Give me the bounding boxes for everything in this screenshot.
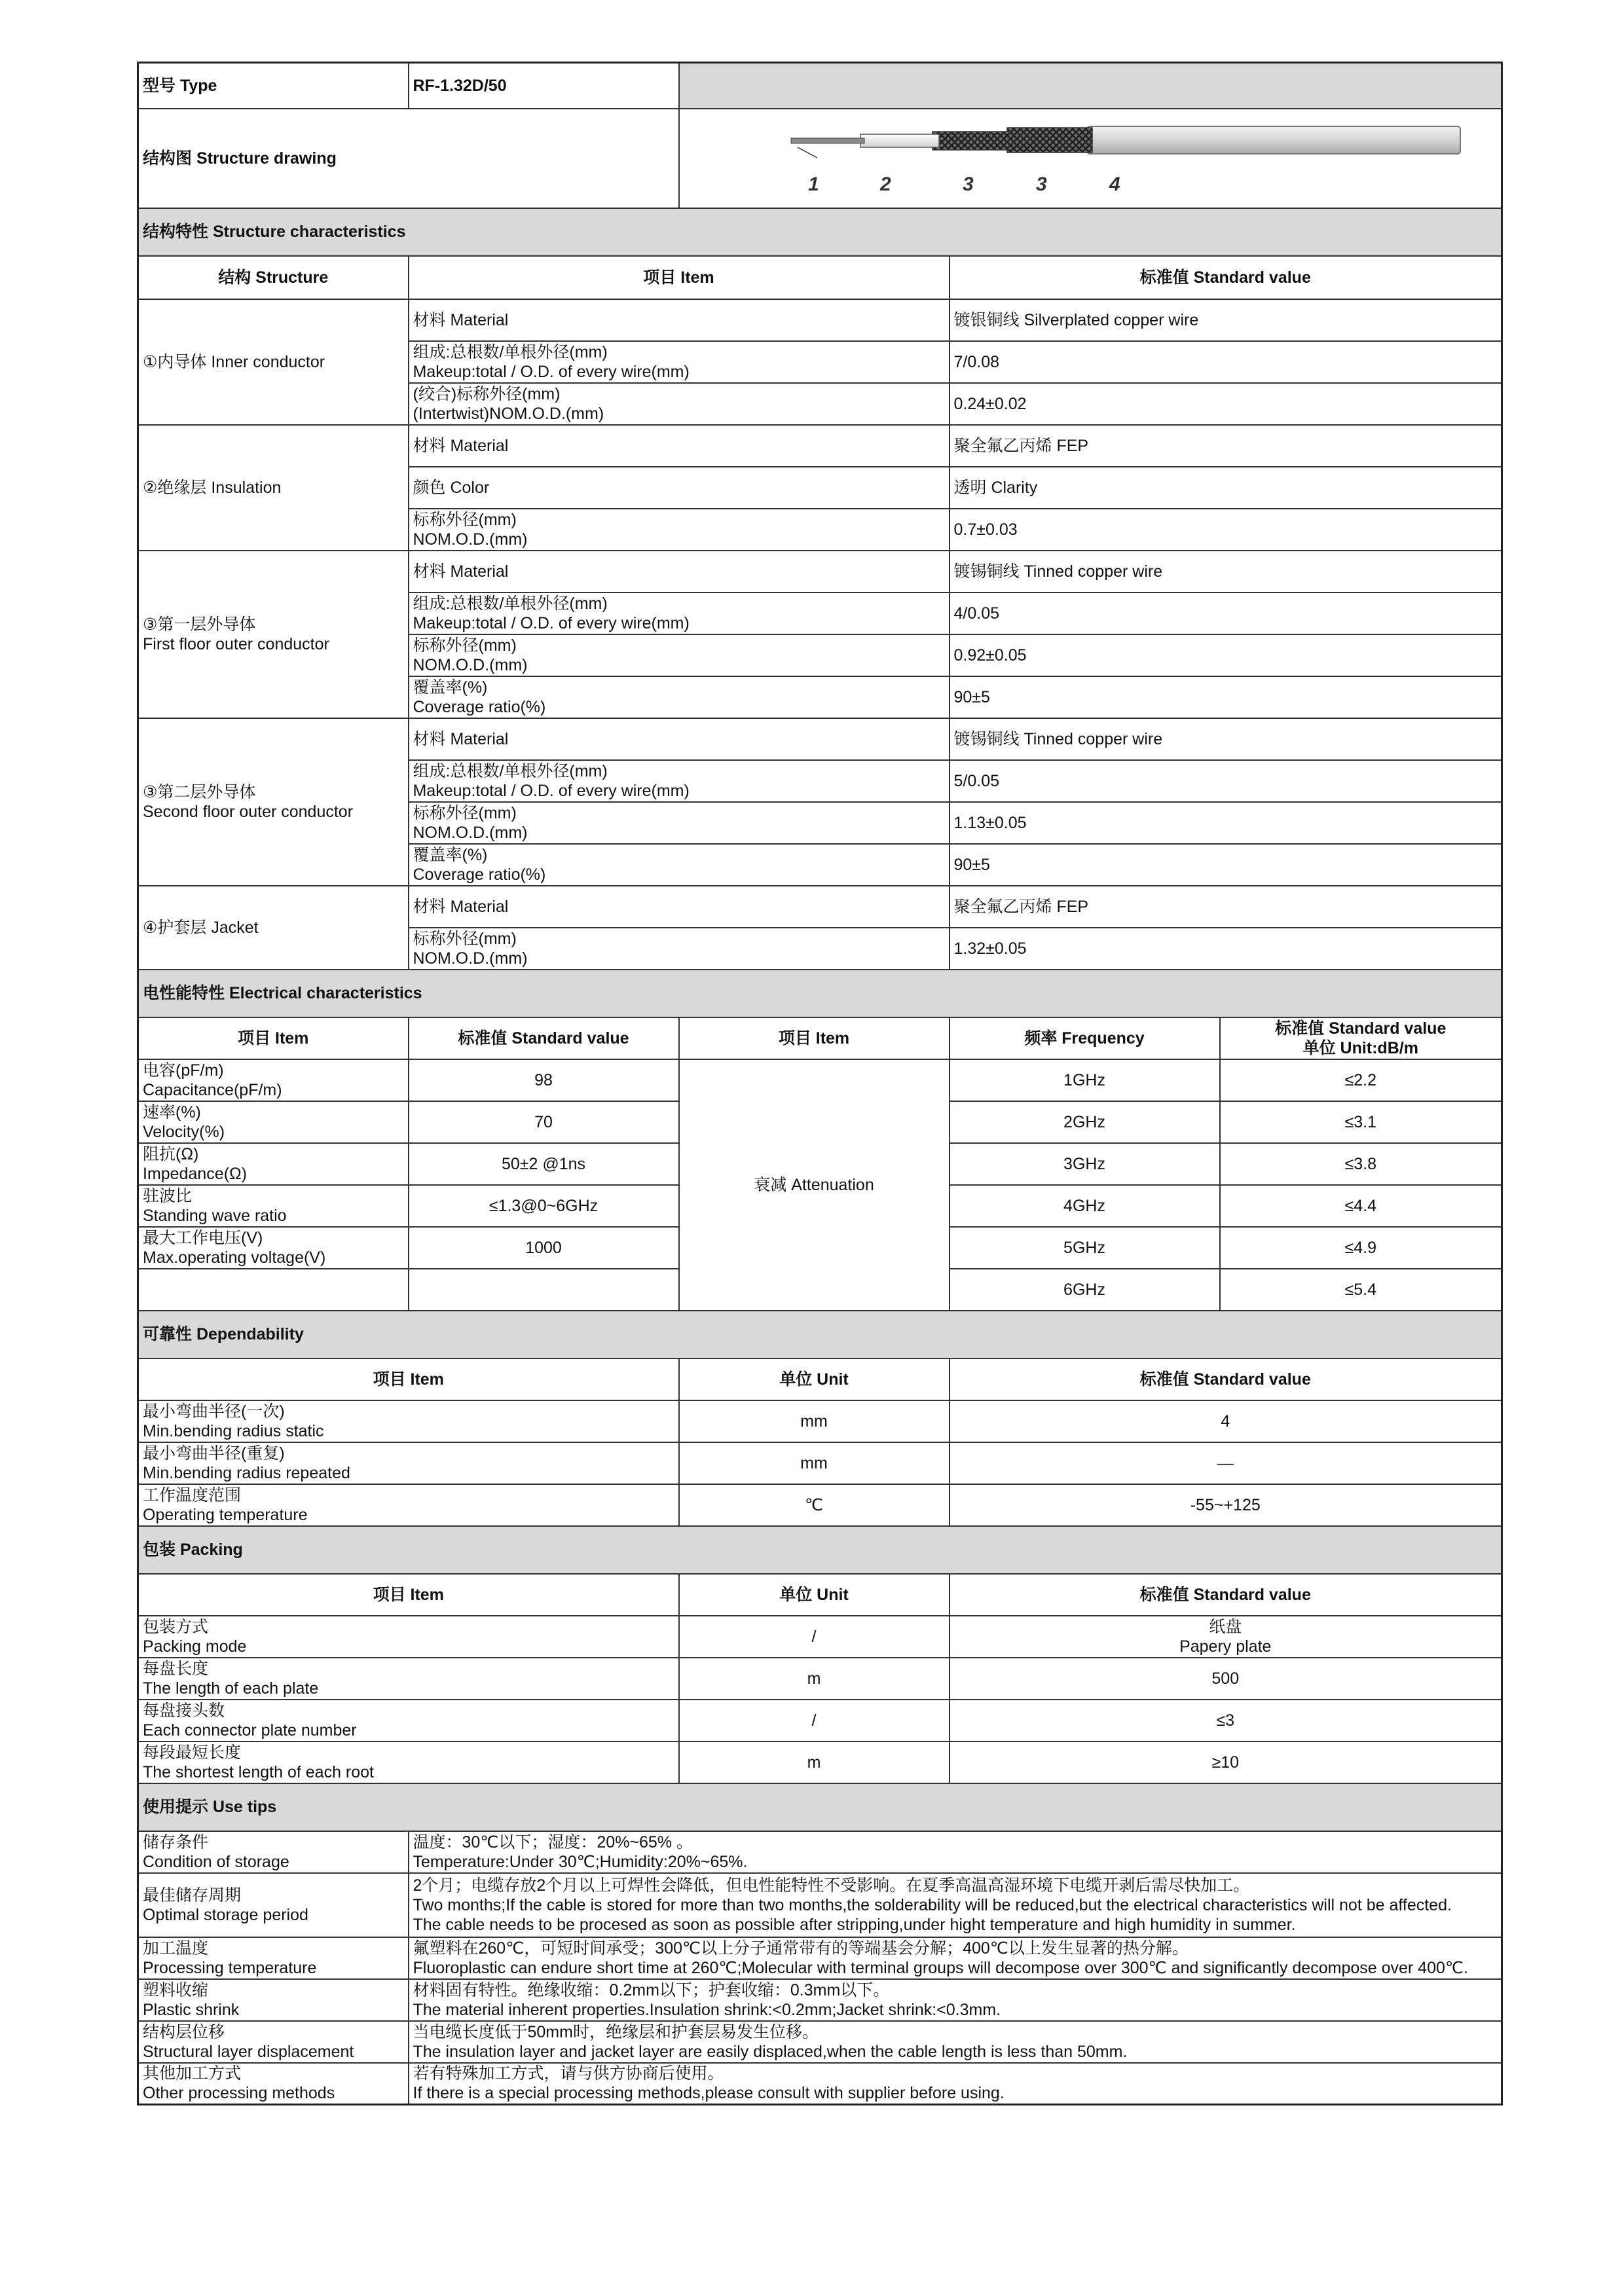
section-title-packing: 包装 Packing	[138, 1526, 1502, 1574]
structure-item	[409, 928, 950, 970]
header-item: 项目 Item	[138, 1017, 409, 1059]
cell-line: 最小弯曲半径(一次)	[143, 1402, 285, 1421]
cell-line: Other processing methods	[143, 2084, 335, 2103]
structure-item	[409, 341, 950, 383]
frequency-value: 6GHz	[950, 1269, 1220, 1311]
structure-value: 聚全氟乙丙烯 FEP	[950, 886, 1502, 928]
structure-drawing-label: 结构图 Structure drawing	[138, 109, 679, 208]
cell-line: First floor outer conductor	[143, 634, 329, 653]
structure-value: 0.24±0.02	[950, 383, 1502, 425]
cell-line: Makeup:total / O.D. of every wire(mm)	[413, 613, 690, 632]
table-row	[138, 1658, 1502, 1700]
use-tip-text	[409, 1937, 1502, 1979]
cell-line: 每盘长度	[143, 1659, 209, 1678]
table-row	[138, 551, 1502, 592]
frequency-value: 4GHz	[950, 1185, 1220, 1227]
table-row	[138, 1783, 1502, 1831]
structure-item: 材料 Material	[409, 551, 950, 592]
attenuation-label: 衰减 Attenuation	[679, 1059, 950, 1311]
cell-line: Fluoroplastic can endure short time at 260℃;Molecular with terminal groups will decompose over 300℃ and significantly decompose over 400℃.	[413, 1958, 1468, 1977]
cell-line: Temperature:Under 30℃;Humidity:20%~65%.	[413, 1852, 748, 1871]
dependability-unit: mm	[679, 1400, 950, 1442]
electrical-value	[409, 1269, 679, 1311]
electrical-item	[138, 1269, 409, 1311]
structure-group-name	[138, 718, 409, 886]
insulation-layer	[860, 134, 939, 147]
header-standard-unit	[1220, 1017, 1502, 1059]
cell-line: 最佳储存周期	[143, 1886, 242, 1904]
cell-line: Min.bending radius static	[143, 1421, 324, 1440]
header-standard-value: 标准值 Standard value	[950, 1574, 1502, 1616]
dependability-value: 4	[950, 1400, 1502, 1442]
cell-line: Coverage ratio(%)	[413, 865, 546, 884]
structure-value: 90±5	[950, 676, 1502, 718]
use-tip-item	[138, 1979, 409, 2021]
drawing-number-3: 3	[962, 173, 974, 195]
cell-line: 驻波比	[143, 1186, 193, 1205]
cell-line: 塑料收缩	[143, 1980, 209, 1999]
header-standard-value: 标准值 Standard value	[950, 256, 1502, 299]
structure-item	[409, 634, 950, 676]
table-row	[138, 886, 1502, 928]
electrical-item	[138, 1059, 409, 1101]
cell-line: The cable needs to be procesed as soon as possible after stripping,under hight temperature and high humidity in summer.	[413, 1915, 1296, 1934]
structure-value: 透明 Clarity	[950, 467, 1502, 509]
cell-line: 纸盘	[1209, 1617, 1242, 1636]
table-row	[138, 718, 1502, 760]
cell-line: 当电缆长度低于50mm时，绝缘层和护套层易发生位移。	[413, 2022, 819, 2041]
section-title-use-tips: 使用提示 Use tips	[138, 1783, 1502, 1831]
structure-item: 颜色 Color	[409, 467, 950, 509]
cable-drawing	[680, 109, 1502, 203]
cell-line: Min.bending radius repeated	[143, 1463, 350, 1482]
table-row	[138, 1442, 1502, 1484]
structure-item	[409, 592, 950, 634]
header-structure: 结构 Structure	[138, 256, 409, 299]
cell-line: Impedance(Ω)	[143, 1164, 248, 1183]
cell-line: Standing wave ratio	[143, 1206, 287, 1225]
cell-line: NOM.O.D.(mm)	[413, 530, 528, 549]
table-row	[138, 256, 1502, 299]
table-row	[138, 1700, 1502, 1741]
cell-line: Packing mode	[143, 1637, 247, 1656]
table-row	[138, 1937, 1502, 1979]
frequency-value: 3GHz	[950, 1143, 1220, 1185]
header-unit: 单位 Unit	[679, 1358, 950, 1400]
table-row	[138, 208, 1502, 256]
cell-line: 材料固有特性。绝缘收缩：0.2mm以下；护套收缩：0.3mm以下。	[413, 1980, 890, 1999]
electrical-value: 1000	[409, 1227, 679, 1269]
use-tip-item	[138, 2063, 409, 2105]
header-item: 项目 Item	[409, 256, 950, 299]
cell-line: Velocity(%)	[143, 1122, 225, 1141]
table-row	[138, 970, 1502, 1017]
structure-group-name: ②绝缘层 Insulation	[138, 425, 409, 551]
cell-line: ③第一层外导体	[143, 615, 256, 634]
header-item-2: 项目 Item	[679, 1017, 950, 1059]
packing-value: ≥10	[950, 1741, 1502, 1783]
cell-line: Makeup:total / O.D. of every wire(mm)	[413, 781, 690, 800]
packing-unit: m	[679, 1741, 950, 1783]
dependability-item	[138, 1400, 679, 1442]
electrical-item	[138, 1185, 409, 1227]
cell-line: 标准值 Standard value	[1275, 1019, 1447, 1038]
table-row	[138, 1616, 1502, 1658]
header-frequency: 频率 Frequency	[950, 1017, 1220, 1059]
cell-line: 每段最短长度	[143, 1743, 242, 1762]
attenuation-value: ≤4.9	[1220, 1227, 1502, 1269]
cell-line: Structural layer displacement	[143, 2042, 354, 2061]
cell-line: 其他加工方式	[143, 2064, 242, 2083]
table-row	[138, 1484, 1502, 1526]
electrical-value: 98	[409, 1059, 679, 1101]
table-row	[138, 2021, 1502, 2063]
table-row	[138, 2063, 1502, 2105]
structure-drawing	[679, 109, 1502, 208]
structure-value: 90±5	[950, 844, 1502, 886]
structure-value: 镀锡铜线 Tinned copper wire	[950, 718, 1502, 760]
use-tip-text	[409, 1873, 1502, 1937]
cell-line: Processing temperature	[143, 1958, 317, 1977]
cell-line: 单位 Unit:dB/m	[1302, 1038, 1418, 1057]
use-tip-text	[409, 2021, 1502, 2063]
cell-line: 速率(%)	[143, 1102, 201, 1121]
cell-line: Two months;If the cable is stored for more than two months,the solderability will be reduced,but the electrical characteristics will not be affected.	[413, 1895, 1452, 1914]
structure-item: 材料 Material	[409, 718, 950, 760]
cell-line: Second floor outer conductor	[143, 802, 354, 821]
structure-item	[409, 760, 950, 802]
dependability-unit: ℃	[679, 1484, 950, 1526]
electrical-item	[138, 1227, 409, 1269]
cell-line: 标称外径(mm)	[413, 510, 517, 529]
cell-line: NOM.O.D.(mm)	[413, 949, 528, 968]
use-tip-text	[409, 1831, 1502, 1873]
cell-line: (Intertwist)NOM.O.D.(mm)	[413, 404, 604, 423]
structure-item	[409, 802, 950, 844]
cell-line: Plastic shrink	[143, 2000, 240, 2019]
table-row	[138, 1741, 1502, 1783]
frequency-value: 1GHz	[950, 1059, 1220, 1101]
cell-line: 2个月；电缆存放2个月以上可焊性会降低，但电性能特性不受影响。在夏季高温高湿环境下电缆开剥后需尽快加工。	[413, 1876, 1250, 1895]
table-row	[138, 1526, 1502, 1574]
structure-group-name: ④护套层 Jacket	[138, 886, 409, 970]
header-standard-value: 标准值 Standard value	[950, 1358, 1502, 1400]
use-tip-item	[138, 1831, 409, 1873]
table-row	[138, 1873, 1502, 1937]
structure-value: 1.32±0.05	[950, 928, 1502, 970]
cell-line: The shortest length of each root	[143, 1762, 374, 1781]
packing-value	[950, 1616, 1502, 1658]
structure-item: 材料 Material	[409, 299, 950, 341]
attenuation-value: ≤4.4	[1220, 1185, 1502, 1227]
cell-line: NOM.O.D.(mm)	[413, 655, 528, 674]
cell-line: Max.operating voltage(V)	[143, 1248, 326, 1267]
drawing-number-3b: 3	[1035, 173, 1047, 195]
header-item: 项目 Item	[138, 1574, 679, 1616]
cell-line: 温度：30℃以下；湿度：20%~65% 。	[413, 1832, 693, 1851]
cell-line: Coverage ratio(%)	[413, 697, 546, 716]
table-row	[138, 1358, 1502, 1400]
table-row	[138, 1574, 1502, 1616]
cell-line: The length of each plate	[143, 1679, 319, 1698]
type-value: RF-1.32D/50	[409, 63, 679, 109]
cell-line: 组成:总根数/单根外径(mm)	[413, 342, 608, 361]
cell-line: 覆盖率(%)	[413, 845, 488, 864]
cell-line: If there is a special processing methods,please consult with supplier before using.	[413, 2084, 1005, 2103]
spec-table	[137, 62, 1503, 2105]
cell-line: 阻抗(Ω)	[143, 1144, 199, 1163]
cell-line: 电容(pF/m)	[143, 1061, 224, 1080]
cell-line: 工作温度范围	[143, 1485, 242, 1504]
electrical-value: 50±2 @1ns	[409, 1143, 679, 1185]
cell-line: 组成:总根数/单根外径(mm)	[413, 594, 608, 613]
structure-item	[409, 844, 950, 886]
header-item: 项目 Item	[138, 1358, 679, 1400]
section-title-dependability: 可靠性 Dependability	[138, 1311, 1502, 1358]
cell-line: Each connector plate number	[143, 1721, 357, 1740]
use-tip-text	[409, 2063, 1502, 2105]
cell-line: Operating temperature	[143, 1505, 308, 1524]
structure-group-name	[138, 551, 409, 718]
cell-line: Makeup:total / O.D. of every wire(mm)	[413, 362, 690, 381]
dependability-item	[138, 1442, 679, 1484]
dependability-value: —	[950, 1442, 1502, 1484]
first-outer-conductor	[932, 132, 1012, 150]
section-title-structure: 结构特性 Structure characteristics	[138, 208, 1502, 256]
cell-line: 最大工作电压(V)	[143, 1228, 263, 1247]
header-unit: 单位 Unit	[679, 1574, 950, 1616]
table-row	[138, 425, 1502, 467]
packing-item	[138, 1658, 679, 1700]
table-row	[138, 1017, 1502, 1059]
table-row	[138, 63, 1502, 109]
cell-line: 加工温度	[143, 1939, 209, 1958]
table-row	[138, 1311, 1502, 1358]
structure-value: 4/0.05	[950, 592, 1502, 634]
structure-value: 镀银铜线 Silverplated copper wire	[950, 299, 1502, 341]
structure-item: 材料 Material	[409, 425, 950, 467]
structure-group-name: ①内导体 Inner conductor	[138, 299, 409, 425]
cell-line: Capacitance(pF/m)	[143, 1080, 282, 1099]
structure-value: 5/0.05	[950, 760, 1502, 802]
dependability-value: -55~+125	[950, 1484, 1502, 1526]
structure-item	[409, 509, 950, 551]
attenuation-value: ≤2.2	[1220, 1059, 1502, 1101]
cell-line: 每盘接头数	[143, 1701, 225, 1720]
use-tip-item	[138, 1937, 409, 1979]
packing-value: ≤3	[950, 1700, 1502, 1741]
structure-value: 1.13±0.05	[950, 802, 1502, 844]
cell-line: 标称外径(mm)	[413, 929, 517, 948]
header-standard-value: 标准值 Standard value	[409, 1017, 679, 1059]
attenuation-value: ≤3.8	[1220, 1143, 1502, 1185]
cell-line: ③第二层外导体	[143, 782, 256, 801]
packing-item	[138, 1700, 679, 1741]
cell-line: 结构层位移	[143, 2022, 225, 2041]
table-row	[138, 1831, 1502, 1873]
structure-value: 聚全氟乙丙烯 FEP	[950, 425, 1502, 467]
electrical-item	[138, 1143, 409, 1185]
structure-value: 镀锡铜线 Tinned copper wire	[950, 551, 1502, 592]
electrical-item	[138, 1101, 409, 1143]
packing-unit: m	[679, 1658, 950, 1700]
cell-line: Condition of storage	[143, 1852, 289, 1871]
table-row	[138, 109, 1502, 208]
structure-item	[409, 383, 950, 425]
cell-line: 覆盖率(%)	[413, 678, 488, 697]
jacket-layer	[1087, 126, 1460, 154]
structure-value: 0.92±0.05	[950, 634, 1502, 676]
table-row	[138, 1400, 1502, 1442]
cell-line: NOM.O.D.(mm)	[413, 823, 528, 842]
second-outer-conductor	[1007, 128, 1092, 153]
packing-value: 500	[950, 1658, 1502, 1700]
use-tip-item	[138, 1873, 409, 1937]
cell-line: 包装方式	[143, 1617, 209, 1636]
dependability-item	[138, 1484, 679, 1526]
cell-line: 储存条件	[143, 1832, 209, 1851]
packing-item	[138, 1741, 679, 1783]
structure-item: 材料 Material	[409, 886, 950, 928]
cell-line: 标称外径(mm)	[413, 803, 517, 822]
electrical-value: ≤1.3@0~6GHz	[409, 1185, 679, 1227]
cell-line: 组成:总根数/单根外径(mm)	[413, 761, 608, 780]
type-blank	[679, 63, 1502, 109]
attenuation-value: ≤3.1	[1220, 1101, 1502, 1143]
cell-line: The insulation layer and jacket layer are easily displaced,when the cable length is less than 50mm.	[413, 2042, 1128, 2061]
packing-unit: /	[679, 1700, 950, 1741]
cell-line: 最小弯曲半径(重复)	[143, 1444, 285, 1463]
table-row	[138, 1979, 1502, 2021]
dependability-unit: mm	[679, 1442, 950, 1484]
cell-line: Optimal storage period	[143, 1905, 308, 1924]
cell-line: Papery plate	[1179, 1637, 1272, 1656]
table-row	[138, 1059, 1502, 1101]
table-row	[138, 299, 1502, 341]
frequency-value: 2GHz	[950, 1101, 1220, 1143]
cell-line: The material inherent properties.Insulation shrink:<0.2mm;Jacket shrink:<0.3mm.	[413, 2000, 1001, 2019]
section-title-electrical: 电性能特性 Electrical characteristics	[138, 970, 1502, 1017]
drawing-number-4: 4	[1109, 173, 1120, 195]
type-label: 型号 Type	[138, 63, 409, 109]
attenuation-value: ≤5.4	[1220, 1269, 1502, 1311]
frequency-value: 5GHz	[950, 1227, 1220, 1269]
cell-line: 氟塑料在260℃，可短时间承受；300℃以上分子通常带有的等端基会分解；400℃以上发生显著的热分解。	[413, 1939, 1189, 1958]
packing-unit: /	[679, 1616, 950, 1658]
structure-item	[409, 676, 950, 718]
electrical-value: 70	[409, 1101, 679, 1143]
use-tip-item	[138, 2021, 409, 2063]
packing-item	[138, 1616, 679, 1658]
use-tip-text	[409, 1979, 1502, 2021]
structure-value: 0.7±0.03	[950, 509, 1502, 551]
inner-conductor	[791, 138, 864, 143]
cell-line: 若有特殊加工方式，请与供方协商后使用。	[413, 2064, 724, 2083]
cell-line: (绞合)标称外径(mm)	[413, 384, 561, 403]
structure-value: 7/0.08	[950, 341, 1502, 383]
cell-line: 标称外径(mm)	[413, 636, 517, 655]
spec-sheet	[137, 62, 1501, 2105]
drawing-number-1: 1	[807, 173, 819, 195]
drawing-number-2: 2	[879, 173, 891, 195]
